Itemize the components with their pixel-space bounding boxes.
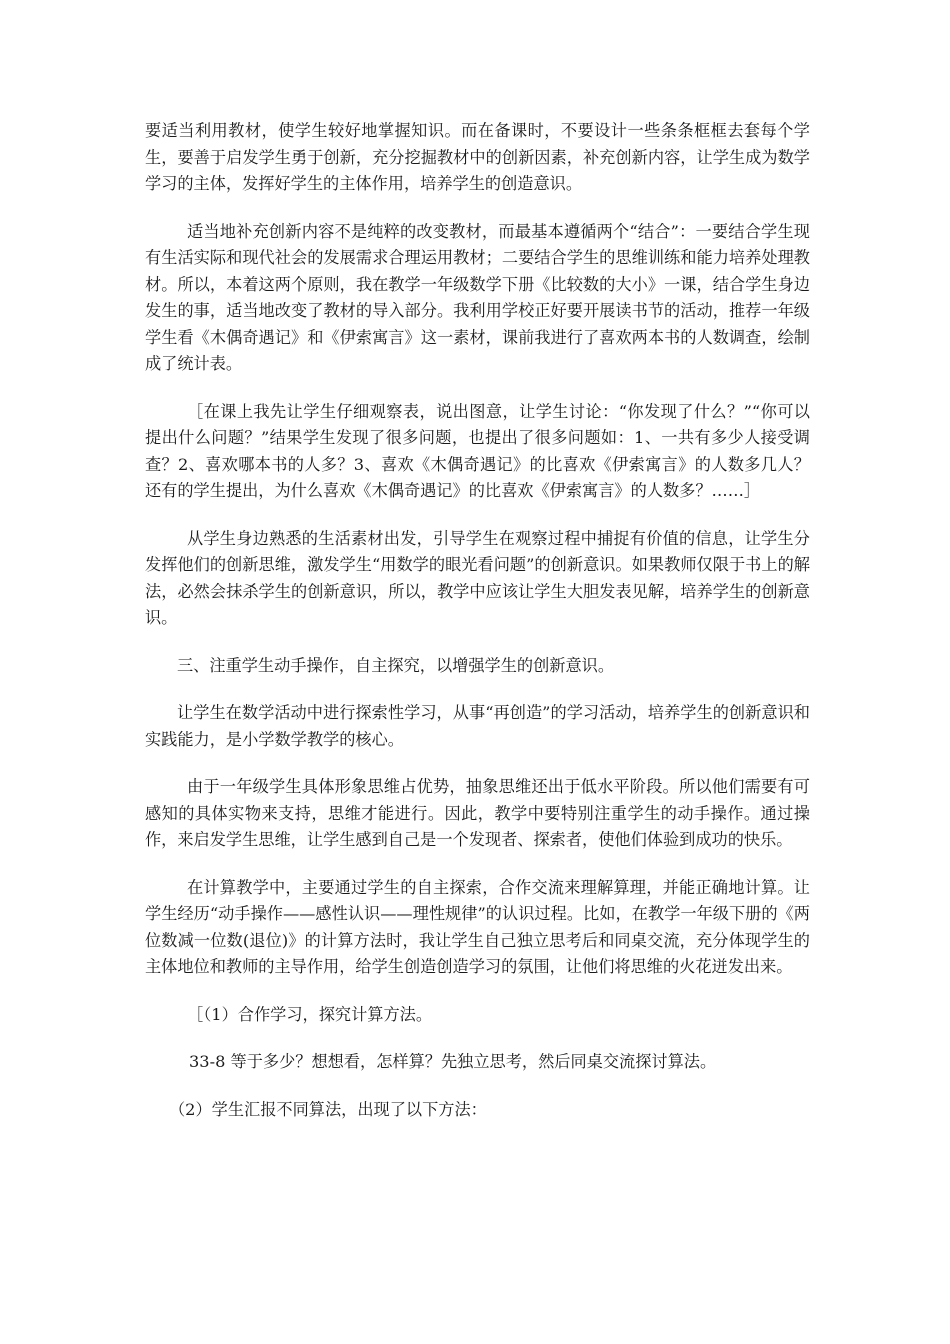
- paragraph-1: 要适当利用教材，使学生较好地掌握知识。而在备课时，不要设计一些条条框框去套每个学生，要善于启发学生勇于创新，充分挖掘教材中的创新因素，补充创新内容，让学生成为数学学习的主体，发挥好学生的主体作用，培养学生的创造意识。: [145, 121, 810, 193]
- paragraph-9: 33-8 等于多少？想想看，怎样算？先独立思考，然后同桌交流探讨算法。: [189, 1052, 717, 1071]
- paragraph-2: 适当地补充创新内容不是纯粹的改变教材，而最基本遵循两个“结合”：一要结合学生现有生活实际和现代社会的发展需求合理运用教材；二要结合学生的思维训练和能力培养处理教材。所以，本着这两个原则，我在教学一年级数学下册《比较数的大小》一课，结合学生身边发生的事，适当地改变了教材的导入部分。我利用学校正好要开展读书节的活动，推荐一年级学生看《木偶奇遇记》和《伊索寓言》这一素材，课前我进行了喜欢两本书的人数调查，绘制成了统计表。: [145, 221, 810, 373]
- paragraph-5: 让学生在数学活动中进行探索性学习，从事“再创造”的学习活动，培养学生的创新意识和实践能力，是小学数学教学的核心。: [145, 703, 810, 749]
- paragraph-7: 在计算教学中，主要通过学生的自主探索，合作交流来理解算理，并能正确地计算。让学生经历“动手操作——感性认识——理性规律”的认识过程。比如，在教学一年级下册的《两位数减一位数(退位)》的计算方法时，我让学生自己独立思考后和同桌交流，充分体现学生的主体地位和教师的主导作用，给学生创造创造学习的氛围，让他们将思维的火花迸发出来。: [145, 877, 810, 976]
- paragraph-10: （2）学生汇报不同算法，出现了以下方法：: [169, 1099, 487, 1119]
- document-page: [145, 118, 810, 1123]
- paragraph-8: ［（1）合作学习，探究计算方法。: [187, 1004, 433, 1024]
- paragraph-6: 由于一年级学生具体形象思维占优势，抽象思维还出于低水平阶段。所以他们需要有可感知的具体实物来支持，思维才能进行。因此，教学中要特别注重学生的动手操作。通过操作，来启发学生思维，让学生感到自己是一个发现者、探索者，使他们体验到成功的快乐。: [145, 777, 810, 849]
- paragraph-3: ［在课上我先让学生仔细观察表，说出图意，让学生讨论：“你发现了什么？”“你可以提出什么问题？”结果学生发现了很多问题，也提出了很多问题如：1、一共有多少人接受调查？2、喜欢哪本书的人多？3、喜欢《木偶奇遇记》的比喜欢《伊索寓言》的人数多几人？还有的学生提出，为什么喜欢《木偶奇遇记》的比喜欢《伊索寓言》的人数多？……］: [145, 401, 810, 500]
- paragraph-4: 从学生身边熟悉的生活素材出发，引导学生在观察过程中捕捉有价值的信息，让学生分发挥他们的创新思维，激发学生“用数学的眼光看问题”的创新意识。如果教师仅限于书上的解法，必然会抹杀学生的创新意识，所以，教学中应该让学生大胆发表见解，培养学生的创新意识。: [145, 528, 810, 627]
- section-heading-3: 三、注重学生动手操作，自主探究，以增强学生的创新意识。: [177, 655, 615, 675]
